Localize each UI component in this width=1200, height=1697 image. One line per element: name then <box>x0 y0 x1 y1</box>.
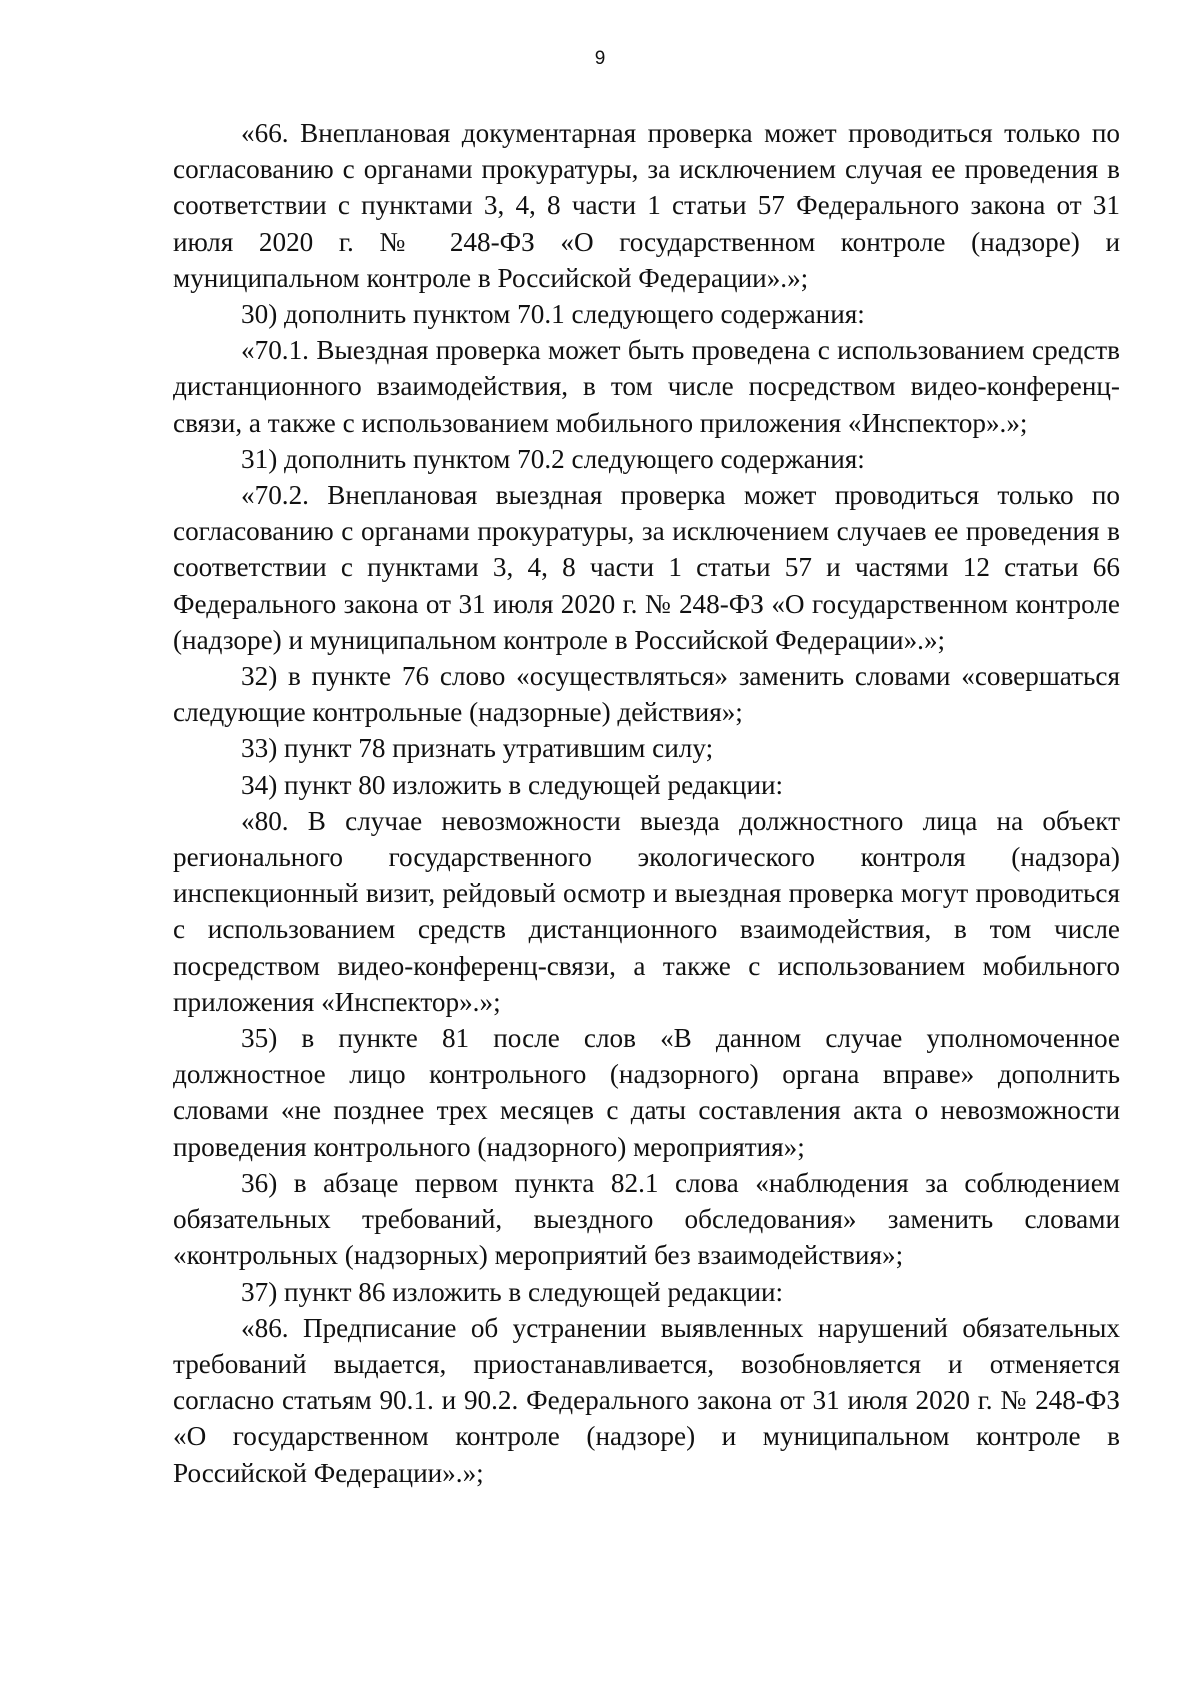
document-body <box>173 115 1120 1491</box>
paragraph-80: «80. В случае невозможности выезда должностного лица на объект регионального государственного экологического контроля (надзора) инспекционный визит, рейдовый осмотр и выездная проверка могут проводиться с использованием средств дистанционного взаимодействия, в том числе посредством видео-конференц-связи, а также с использованием мобильного приложения «Инспектор».»; <box>173 805 1120 1017</box>
paragraph-66: «66. Внеплановая документарная проверка может проводиться только по согласованию с органами прокуратуры, за исключением случая ее проведения в соответствии с пунктами 3, 4, 8 части 1 статьи 57 Федерального закона от 31 июля 2020 г. № 248-ФЗ «О государственном контроле (надзоре) и муниципальном контроле в Российской Федерации».»; <box>173 118 1120 293</box>
paragraph-item-35: 35) в пункте 81 после слов «В данном случае уполномоченное должностное лицо контрольного (надзорного) органа вправе» дополнить словами «не позднее трех месяцев с даты составления акта о невозможности проведения контрольного (надзорного) мероприятия»; <box>173 1023 1120 1162</box>
paragraph-item-33: 33) пункт 78 признать утратившим силу; <box>241 733 714 764</box>
paragraph-70-1: «70.1. Выездная проверка может быть проведена с использованием средств дистанционного взаимодействия, в том числе посредством видео-конференц-связи, а также с использованием мобильного приложения «Инспектор».»; <box>173 335 1120 438</box>
paragraph-70-2: «70.2. Внеплановая выездная проверка может проводиться только по согласованию с органами прокуратуры, за исключением случаев ее проведения в соответствии с пунктами 3, 4, 8 части 1 статьи 57 и частями 12 статьи 66 Федерального закона от 31 июля 2020 г. № 248-ФЗ «О государственном контроле (надзоре) и муниципальном контроле в Российской Федерации».»; <box>173 480 1120 655</box>
page-number: 9 <box>594 48 606 69</box>
paragraph-item-31: 31) дополнить пунктом 70.2 следующего содержания: <box>241 443 865 474</box>
paragraph-item-30: 30) дополнить пунктом 70.1 следующего содержания: <box>241 299 865 330</box>
paragraph-item-32: 32) в пункте 76 слово «осуществляться» заменить словами «совершаться следующие контрольные (надзорные) действия»; <box>173 661 1120 728</box>
paragraph-item-36: 36) в абзаце первом пункта 82.1 слова «наблюдения за соблюдением обязательных требований, выездного обследования» заменить словами «контрольных (надзорных) мероприятий без взаимодействия»; <box>173 1167 1120 1271</box>
paragraph-86: «86. Предписание об устранении выявленных нарушений обязательных требований выдается, приостанавливается, возобновляется и отменяется согласно статьям 90.1. и 90.2. Федерального закона от 31 июля 2020 г. № 248-ФЗ «О государственном контроле (надзоре) и муниципальном контроле в Российской Федерации».»; <box>173 1312 1120 1488</box>
paragraph-item-37: 37) пункт 86 изложить в следующей редакции: <box>241 1276 784 1307</box>
paragraph-item-34: 34) пункт 80 изложить в следующей редакции: <box>241 769 784 800</box>
